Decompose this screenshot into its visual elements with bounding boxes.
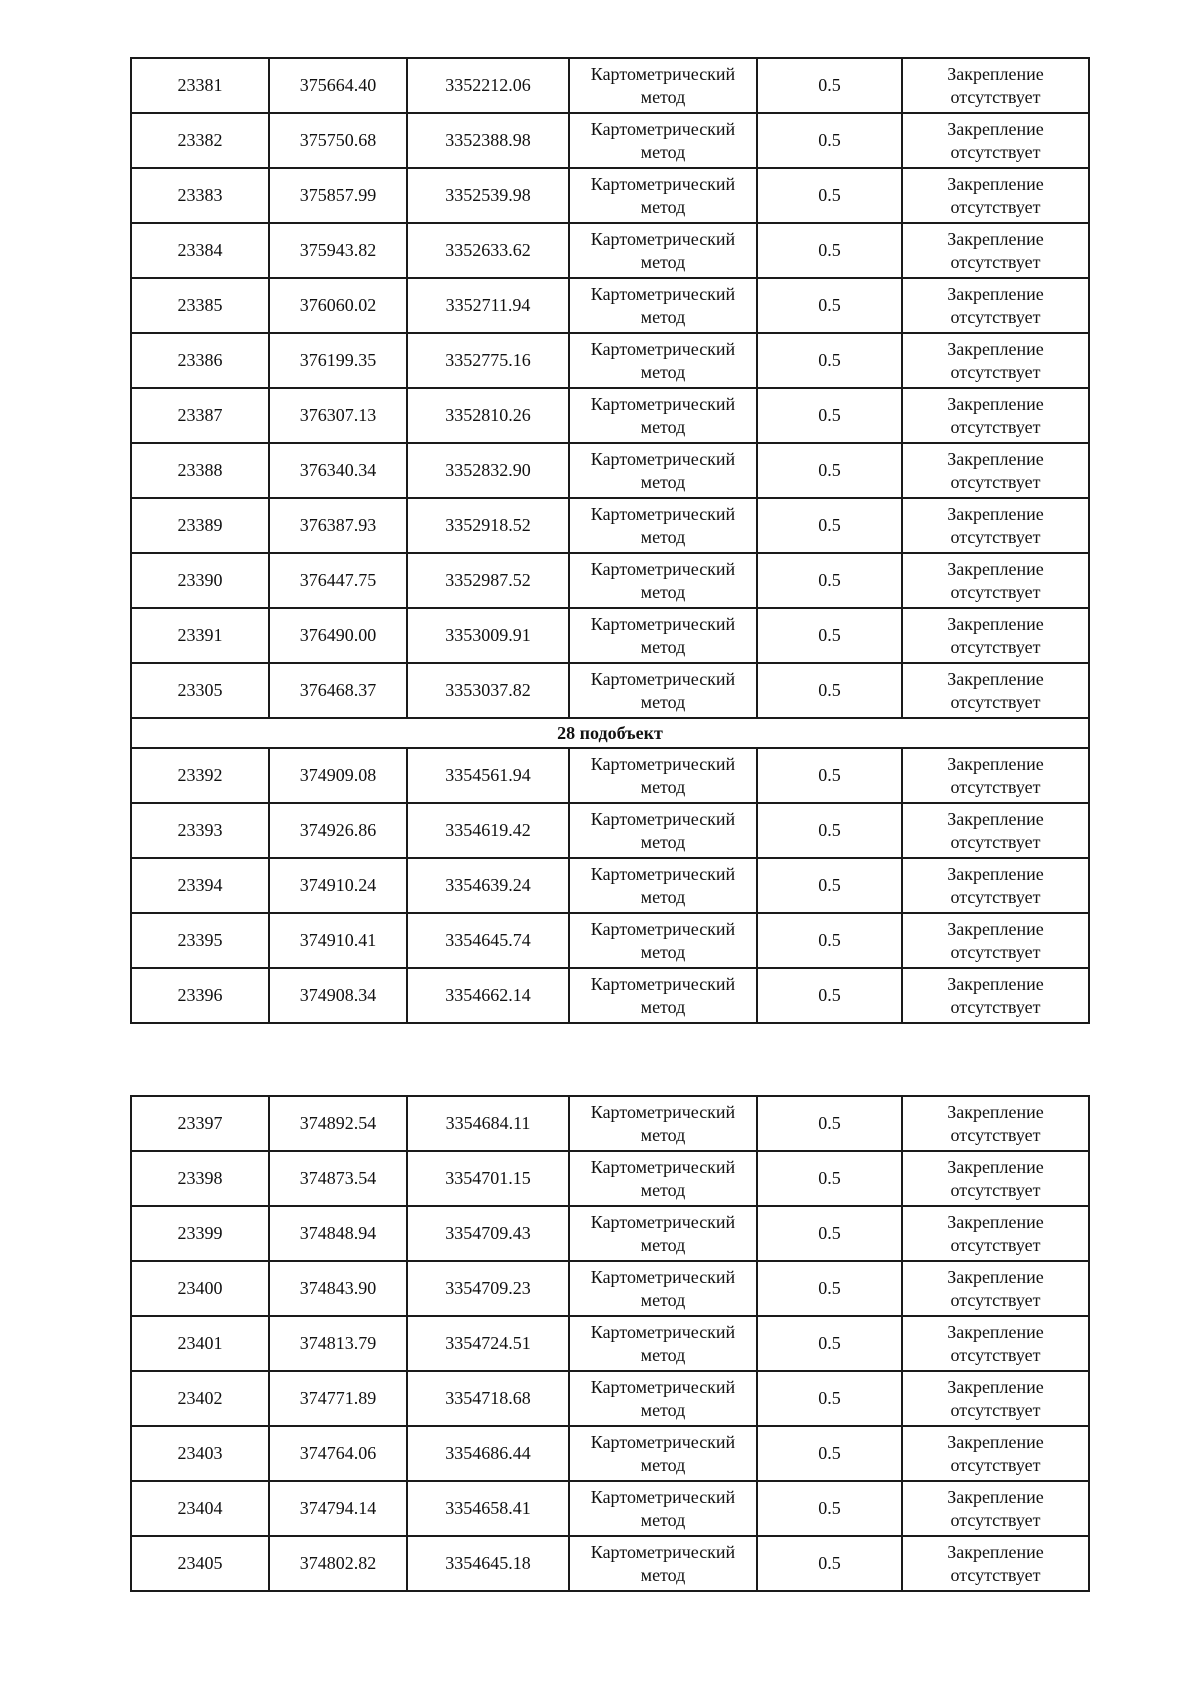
- fixation-cell: [902, 443, 1089, 498]
- table-row: [131, 1426, 1089, 1481]
- fixation-cell-line-2: отсутствует: [950, 636, 1041, 657]
- x-coordinate-cell: 376199.35: [269, 333, 407, 388]
- table-row: [131, 1316, 1089, 1371]
- fixation-cell-line-1: Закрепление: [947, 753, 1044, 774]
- method-cell-line-2: метод: [640, 886, 686, 907]
- table-row: [131, 1261, 1089, 1316]
- y-coordinate-cell: 3352212.06: [407, 58, 569, 113]
- y-coordinate-cell: 3352539.98: [407, 168, 569, 223]
- point-number-cell: 23384: [131, 223, 269, 278]
- point-number-cell: 23391: [131, 608, 269, 663]
- table-row: [131, 278, 1089, 333]
- method-cell: [569, 443, 757, 498]
- table-row: [131, 223, 1089, 278]
- table-row: [131, 443, 1089, 498]
- fixation-cell-line-1: Закрепление: [947, 1541, 1044, 1562]
- fixation-cell-line-2: отсутствует: [950, 1124, 1041, 1145]
- accuracy-cell: 0.5: [757, 1261, 902, 1316]
- point-number-cell: 23383: [131, 168, 269, 223]
- table-row: [131, 968, 1089, 1023]
- method-cell-line-1: Картометрический: [590, 808, 736, 829]
- fixation-cell-line-1: Закрепление: [947, 808, 1044, 829]
- method-cell: [569, 1316, 757, 1371]
- y-coordinate-cell: 3352832.90: [407, 443, 569, 498]
- fixation-cell-line-1: Закрепление: [947, 1156, 1044, 1177]
- coordinates-table-upper: [130, 57, 1090, 1024]
- fixation-cell-line-2: отсутствует: [950, 581, 1041, 602]
- fixation-cell-line-1: Закрепление: [947, 448, 1044, 469]
- point-number-cell: 23397: [131, 1096, 269, 1151]
- fixation-cell: [902, 1371, 1089, 1426]
- method-cell-line-1: Картометрический: [590, 228, 736, 249]
- method-cell-line-2: метод: [640, 361, 686, 382]
- accuracy-cell: 0.5: [757, 608, 902, 663]
- point-number-cell: 23404: [131, 1481, 269, 1536]
- point-number-cell: 23390: [131, 553, 269, 608]
- x-coordinate-cell: 375943.82: [269, 223, 407, 278]
- method-cell-line-2: метод: [640, 1509, 686, 1530]
- x-coordinate-cell: 375664.40: [269, 58, 407, 113]
- y-coordinate-cell: 3354709.23: [407, 1261, 569, 1316]
- accuracy-cell: 0.5: [757, 968, 902, 1023]
- fixation-cell: [902, 1426, 1089, 1481]
- method-cell-line-1: Картометрический: [590, 668, 736, 689]
- point-number-cell: 23403: [131, 1426, 269, 1481]
- table-row: [131, 858, 1089, 913]
- x-coordinate-cell: 376447.75: [269, 553, 407, 608]
- table-row: [131, 113, 1089, 168]
- method-cell: [569, 1206, 757, 1261]
- fixation-cell-line-2: отсутствует: [950, 691, 1041, 712]
- point-number-cell: 23393: [131, 803, 269, 858]
- fixation-cell-line-1: Закрепление: [947, 1431, 1044, 1452]
- coordinates-table-upper-body-after-section: [131, 748, 1089, 1023]
- method-cell: [569, 1261, 757, 1316]
- y-coordinate-cell: 3353037.82: [407, 663, 569, 718]
- table-row: [131, 553, 1089, 608]
- table-row: [131, 913, 1089, 968]
- method-cell-line-1: Картометрический: [590, 1431, 736, 1452]
- fixation-cell: [902, 858, 1089, 913]
- x-coordinate-cell: 376387.93: [269, 498, 407, 553]
- fixation-cell-line-2: отсутствует: [950, 1179, 1041, 1200]
- table-row: [131, 663, 1089, 718]
- method-cell-line-1: Картометрический: [590, 1156, 736, 1177]
- x-coordinate-cell: 374794.14: [269, 1481, 407, 1536]
- coordinates-table-upper-body: [131, 58, 1089, 718]
- section-header-group: [131, 718, 1089, 748]
- fixation-cell: [902, 1536, 1089, 1591]
- fixation-cell-line-1: Закрепление: [947, 668, 1044, 689]
- method-cell: [569, 553, 757, 608]
- accuracy-cell: 0.5: [757, 1206, 902, 1261]
- fixation-cell-line-1: Закрепление: [947, 1321, 1044, 1342]
- method-cell-line-2: метод: [640, 1454, 686, 1475]
- x-coordinate-cell: 374892.54: [269, 1096, 407, 1151]
- x-coordinate-cell: 376340.34: [269, 443, 407, 498]
- method-cell: [569, 913, 757, 968]
- y-coordinate-cell: 3354684.11: [407, 1096, 569, 1151]
- fixation-cell-line-1: Закрепление: [947, 1486, 1044, 1507]
- method-cell-line-2: метод: [640, 196, 686, 217]
- method-cell: [569, 663, 757, 718]
- method-cell-line-1: Картометрический: [590, 863, 736, 884]
- fixation-cell: [902, 498, 1089, 553]
- table-row: [131, 1371, 1089, 1426]
- table-row: [131, 58, 1089, 113]
- method-cell-line-1: Картометрический: [590, 173, 736, 194]
- accuracy-cell: 0.5: [757, 663, 902, 718]
- point-number-cell: 23398: [131, 1151, 269, 1206]
- x-coordinate-cell: 374908.34: [269, 968, 407, 1023]
- point-number-cell: 23405: [131, 1536, 269, 1591]
- method-cell: [569, 1151, 757, 1206]
- accuracy-cell: 0.5: [757, 498, 902, 553]
- x-coordinate-cell: 374926.86: [269, 803, 407, 858]
- accuracy-cell: 0.5: [757, 278, 902, 333]
- method-cell: [569, 333, 757, 388]
- x-coordinate-cell: 375857.99: [269, 168, 407, 223]
- method-cell-line-1: Картометрический: [590, 1266, 736, 1287]
- y-coordinate-cell: 3354709.43: [407, 1206, 569, 1261]
- fixation-cell: [902, 1316, 1089, 1371]
- accuracy-cell: 0.5: [757, 803, 902, 858]
- fixation-cell: [902, 58, 1089, 113]
- method-cell-line-1: Картометрический: [590, 1101, 736, 1122]
- coordinates-table-lower-body: [131, 1096, 1089, 1591]
- method-cell: [569, 1371, 757, 1426]
- fixation-cell-line-1: Закрепление: [947, 1101, 1044, 1122]
- point-number-cell: 23389: [131, 498, 269, 553]
- y-coordinate-cell: 3352987.52: [407, 553, 569, 608]
- fixation-cell: [902, 223, 1089, 278]
- y-coordinate-cell: 3354639.24: [407, 858, 569, 913]
- x-coordinate-cell: 375750.68: [269, 113, 407, 168]
- x-coordinate-cell: 374802.82: [269, 1536, 407, 1591]
- accuracy-cell: 0.5: [757, 58, 902, 113]
- accuracy-cell: 0.5: [757, 553, 902, 608]
- method-cell-line-1: Картометрический: [590, 338, 736, 359]
- method-cell-line-2: метод: [640, 141, 686, 162]
- method-cell-line-2: метод: [640, 581, 686, 602]
- fixation-cell-line-2: отсутствует: [950, 1234, 1041, 1255]
- accuracy-cell: 0.5: [757, 113, 902, 168]
- method-cell-line-1: Картометрический: [590, 613, 736, 634]
- method-cell-line-1: Картометрический: [590, 63, 736, 84]
- method-cell: [569, 748, 757, 803]
- method-cell: [569, 223, 757, 278]
- method-cell: [569, 113, 757, 168]
- accuracy-cell: 0.5: [757, 388, 902, 443]
- y-coordinate-cell: 3354701.15: [407, 1151, 569, 1206]
- method-cell-line-2: метод: [640, 1234, 686, 1255]
- method-cell: [569, 968, 757, 1023]
- table-row: [131, 1151, 1089, 1206]
- x-coordinate-cell: 374764.06: [269, 1426, 407, 1481]
- method-cell: [569, 1481, 757, 1536]
- method-cell-line-2: метод: [640, 251, 686, 272]
- x-coordinate-cell: 374910.41: [269, 913, 407, 968]
- accuracy-cell: 0.5: [757, 748, 902, 803]
- y-coordinate-cell: 3354645.18: [407, 1536, 569, 1591]
- coordinates-table-lower: [130, 1095, 1090, 1592]
- y-coordinate-cell: 3354658.41: [407, 1481, 569, 1536]
- table-row: [131, 1481, 1089, 1536]
- y-coordinate-cell: 3352711.94: [407, 278, 569, 333]
- method-cell: [569, 858, 757, 913]
- fixation-cell-line-2: отсутствует: [950, 416, 1041, 437]
- x-coordinate-cell: 376468.37: [269, 663, 407, 718]
- method-cell-line-2: метод: [640, 416, 686, 437]
- fixation-cell-line-2: отсутствует: [950, 776, 1041, 797]
- fixation-cell-line-1: Закрепление: [947, 503, 1044, 524]
- fixation-cell-line-2: отсутствует: [950, 361, 1041, 382]
- accuracy-cell: 0.5: [757, 1426, 902, 1481]
- fixation-cell-line-2: отсутствует: [950, 1399, 1041, 1420]
- fixation-cell: [902, 278, 1089, 333]
- fixation-cell-line-1: Закрепление: [947, 393, 1044, 414]
- point-number-cell: 23395: [131, 913, 269, 968]
- y-coordinate-cell: 3354645.74: [407, 913, 569, 968]
- fixation-cell-line-2: отсутствует: [950, 1564, 1041, 1585]
- method-cell-line-2: метод: [640, 1564, 686, 1585]
- table-row: [131, 1206, 1089, 1261]
- point-number-cell: 23305: [131, 663, 269, 718]
- table-row: [131, 168, 1089, 223]
- method-cell-line-1: Картометрический: [590, 283, 736, 304]
- point-number-cell: 23387: [131, 388, 269, 443]
- method-cell: [569, 278, 757, 333]
- point-number-cell: 23402: [131, 1371, 269, 1426]
- fixation-cell-line-1: Закрепление: [947, 558, 1044, 579]
- y-coordinate-cell: 3354718.68: [407, 1371, 569, 1426]
- fixation-cell-line-1: Закрепление: [947, 173, 1044, 194]
- fixation-cell-line-1: Закрепление: [947, 338, 1044, 359]
- method-cell-line-2: метод: [640, 471, 686, 492]
- table-row: [131, 803, 1089, 858]
- method-cell-line-1: Картометрический: [590, 503, 736, 524]
- x-coordinate-cell: 374813.79: [269, 1316, 407, 1371]
- fixation-cell-line-2: отсутствует: [950, 831, 1041, 852]
- method-cell-line-2: метод: [640, 1179, 686, 1200]
- fixation-cell: [902, 333, 1089, 388]
- method-cell-line-2: метод: [640, 636, 686, 657]
- fixation-cell: [902, 388, 1089, 443]
- y-coordinate-cell: 3352775.16: [407, 333, 569, 388]
- fixation-cell-line-2: отсутствует: [950, 996, 1041, 1017]
- fixation-cell: [902, 968, 1089, 1023]
- method-cell: [569, 803, 757, 858]
- accuracy-cell: 0.5: [757, 443, 902, 498]
- y-coordinate-cell: 3354561.94: [407, 748, 569, 803]
- method-cell-line-1: Картометрический: [590, 973, 736, 994]
- point-number-cell: 23382: [131, 113, 269, 168]
- y-coordinate-cell: 3354662.14: [407, 968, 569, 1023]
- accuracy-cell: 0.5: [757, 1316, 902, 1371]
- fixation-cell-line-1: Закрепление: [947, 283, 1044, 304]
- x-coordinate-cell: 374909.08: [269, 748, 407, 803]
- table-row: [131, 388, 1089, 443]
- fixation-cell-line-2: отсутствует: [950, 86, 1041, 107]
- y-coordinate-cell: 3352633.62: [407, 223, 569, 278]
- method-cell-line-1: Картометрический: [590, 393, 736, 414]
- point-number-cell: 23388: [131, 443, 269, 498]
- fixation-cell-line-2: отсутствует: [950, 1454, 1041, 1475]
- fixation-cell-line-2: отсутствует: [950, 886, 1041, 907]
- accuracy-cell: 0.5: [757, 223, 902, 278]
- method-cell-line-2: метод: [640, 691, 686, 712]
- x-coordinate-cell: 374843.90: [269, 1261, 407, 1316]
- table-row: [131, 333, 1089, 388]
- point-number-cell: 23385: [131, 278, 269, 333]
- method-cell-line-1: Картометрический: [590, 118, 736, 139]
- method-cell-line-2: метод: [640, 86, 686, 107]
- method-cell: [569, 58, 757, 113]
- method-cell: [569, 1536, 757, 1591]
- method-cell-line-2: метод: [640, 526, 686, 547]
- fixation-cell: [902, 663, 1089, 718]
- fixation-cell-line-2: отсутствует: [950, 526, 1041, 547]
- fixation-cell: [902, 608, 1089, 663]
- accuracy-cell: 0.5: [757, 1096, 902, 1151]
- fixation-cell: [902, 1096, 1089, 1151]
- method-cell-line-2: метод: [640, 1289, 686, 1310]
- point-number-cell: 23392: [131, 748, 269, 803]
- table-row: [131, 498, 1089, 553]
- method-cell-line-1: Картометрический: [590, 1486, 736, 1507]
- method-cell-line-1: Картометрический: [590, 1376, 736, 1397]
- method-cell: [569, 168, 757, 223]
- method-cell: [569, 1426, 757, 1481]
- method-cell: [569, 498, 757, 553]
- accuracy-cell: 0.5: [757, 913, 902, 968]
- x-coordinate-cell: 374848.94: [269, 1206, 407, 1261]
- fixation-cell-line-2: отсутствует: [950, 1509, 1041, 1530]
- method-cell-line-1: Картометрический: [590, 1321, 736, 1342]
- fixation-cell-line-2: отсутствует: [950, 1289, 1041, 1310]
- accuracy-cell: 0.5: [757, 1536, 902, 1591]
- method-cell-line-2: метод: [640, 831, 686, 852]
- x-coordinate-cell: 374910.24: [269, 858, 407, 913]
- method-cell-line-2: метод: [640, 1344, 686, 1365]
- method-cell-line-1: Картометрический: [590, 448, 736, 469]
- method-cell-line-1: Картометрический: [590, 1211, 736, 1232]
- x-coordinate-cell: 374771.89: [269, 1371, 407, 1426]
- fixation-cell: [902, 803, 1089, 858]
- method-cell: [569, 1096, 757, 1151]
- method-cell-line-2: метод: [640, 1124, 686, 1145]
- section-header-row: [131, 718, 1089, 748]
- x-coordinate-cell: 376490.00: [269, 608, 407, 663]
- method-cell-line-2: метод: [640, 776, 686, 797]
- fixation-cell: [902, 168, 1089, 223]
- fixation-cell: [902, 1261, 1089, 1316]
- point-number-cell: 23399: [131, 1206, 269, 1261]
- point-number-cell: 23394: [131, 858, 269, 913]
- method-cell-line-1: Картометрический: [590, 918, 736, 939]
- fixation-cell-line-2: отсутствует: [950, 1344, 1041, 1365]
- fixation-cell-line-2: отсутствует: [950, 306, 1041, 327]
- x-coordinate-cell: 374873.54: [269, 1151, 407, 1206]
- fixation-cell-line-2: отсутствует: [950, 196, 1041, 217]
- fixation-cell-line-1: Закрепление: [947, 973, 1044, 994]
- y-coordinate-cell: 3354619.42: [407, 803, 569, 858]
- accuracy-cell: 0.5: [757, 1481, 902, 1536]
- method-cell-line-1: Картометрический: [590, 1541, 736, 1562]
- method-cell-line-1: Картометрический: [590, 753, 736, 774]
- y-coordinate-cell: 3354686.44: [407, 1426, 569, 1481]
- fixation-cell-line-1: Закрепление: [947, 863, 1044, 884]
- accuracy-cell: 0.5: [757, 333, 902, 388]
- y-coordinate-cell: 3352810.26: [407, 388, 569, 443]
- fixation-cell: [902, 1151, 1089, 1206]
- table-row: [131, 1536, 1089, 1591]
- fixation-cell: [902, 1206, 1089, 1261]
- fixation-cell: [902, 113, 1089, 168]
- method-cell: [569, 388, 757, 443]
- point-number-cell: 23386: [131, 333, 269, 388]
- fixation-cell: [902, 913, 1089, 968]
- fixation-cell-line-1: Закрепление: [947, 1211, 1044, 1232]
- fixation-cell-line-1: Закрепление: [947, 63, 1044, 84]
- fixation-cell-line-1: Закрепление: [947, 228, 1044, 249]
- point-number-cell: 23400: [131, 1261, 269, 1316]
- fixation-cell-line-1: Закрепление: [947, 118, 1044, 139]
- fixation-cell: [902, 748, 1089, 803]
- accuracy-cell: 0.5: [757, 1371, 902, 1426]
- y-coordinate-cell: 3352388.98: [407, 113, 569, 168]
- method-cell-line-2: метод: [640, 306, 686, 327]
- accuracy-cell: 0.5: [757, 168, 902, 223]
- y-coordinate-cell: 3353009.91: [407, 608, 569, 663]
- x-coordinate-cell: 376307.13: [269, 388, 407, 443]
- y-coordinate-cell: 3352918.52: [407, 498, 569, 553]
- table-row: [131, 1096, 1089, 1151]
- table-row: [131, 608, 1089, 663]
- accuracy-cell: 0.5: [757, 858, 902, 913]
- method-cell-line-1: Картометрический: [590, 558, 736, 579]
- y-coordinate-cell: 3354724.51: [407, 1316, 569, 1371]
- method-cell: [569, 608, 757, 663]
- table-row: [131, 748, 1089, 803]
- point-number-cell: 23401: [131, 1316, 269, 1371]
- point-number-cell: 23396: [131, 968, 269, 1023]
- section-title: 28 подобъект: [131, 718, 1089, 748]
- point-number-cell: 23381: [131, 58, 269, 113]
- fixation-cell-line-1: Закрепление: [947, 613, 1044, 634]
- fixation-cell-line-1: Закрепление: [947, 1376, 1044, 1397]
- method-cell-line-2: метод: [640, 941, 686, 962]
- x-coordinate-cell: 376060.02: [269, 278, 407, 333]
- fixation-cell-line-1: Закрепление: [947, 918, 1044, 939]
- fixation-cell: [902, 553, 1089, 608]
- fixation-cell-line-1: Закрепление: [947, 1266, 1044, 1287]
- fixation-cell-line-2: отсутствует: [950, 471, 1041, 492]
- fixation-cell: [902, 1481, 1089, 1536]
- method-cell-line-2: метод: [640, 1399, 686, 1420]
- fixation-cell-line-2: отсутствует: [950, 251, 1041, 272]
- accuracy-cell: 0.5: [757, 1151, 902, 1206]
- method-cell-line-2: метод: [640, 996, 686, 1017]
- fixation-cell-line-2: отсутствует: [950, 141, 1041, 162]
- fixation-cell-line-2: отсутствует: [950, 941, 1041, 962]
